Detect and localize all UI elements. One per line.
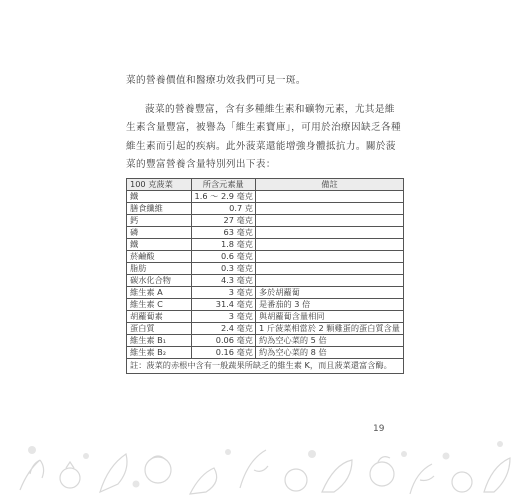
- nutrient-name: 鈣: [127, 215, 192, 227]
- nutrient-name: 維生素 A: [127, 287, 192, 299]
- table-footnote: 註：菠菜的赤根中含有一般蔬果所缺乏的維生素 K，而且菠菜還富含酶。: [127, 359, 404, 374]
- vegetable-doodle-border-icon: [0, 430, 520, 500]
- nutrient-amount: 0.16 毫克: [191, 347, 255, 359]
- nutrient-note: 是番茄的 3 倍: [255, 299, 403, 311]
- nutrient-note: 與胡蘿蔔含量相同: [255, 311, 403, 323]
- nutrient-amount: 1.6 ～ 2.9 毫克: [191, 191, 255, 203]
- nutrient-amount: 0.06 毫克: [191, 335, 255, 347]
- nutrient-name: 鐵: [127, 191, 192, 203]
- table-header-row: [127, 179, 404, 191]
- header-amount: 所含元素量: [191, 179, 255, 191]
- nutrient-note: [255, 215, 403, 227]
- nutrient-amount: 2.4 毫克: [191, 323, 255, 335]
- table-row: [127, 299, 404, 311]
- nutrient-note: [255, 263, 403, 275]
- nutrient-note: [255, 227, 403, 239]
- nutrient-name: 膳食纖維: [127, 203, 192, 215]
- header-item: 100 克菠菜: [127, 179, 192, 191]
- nutrition-paragraph: 菠菜的營養豐富，含有多種維生素和礦物元素，尤其是維生素含量豐富，被譽為「維生素寶庫」，可用於治療因缺乏各種維生素而引起的疾病。此外菠菜還能增強身體抵抗力。關於菠菜的豐富營養含量特別列出下表：: [126, 104, 402, 171]
- nutrient-name: 維生素 B₁: [127, 335, 192, 347]
- table-row: [127, 347, 404, 359]
- intro-line: 菜的營養價值和醫療功效我們可見一斑。: [126, 75, 306, 86]
- nutrient-amount: 31.4 毫克: [191, 299, 255, 311]
- table-row: [127, 275, 404, 287]
- nutrient-name: 磷: [127, 227, 192, 239]
- nutrient-name: 鐵: [127, 239, 192, 251]
- page-number: 19: [373, 424, 385, 434]
- nutrient-name: 菸鹼酸: [127, 251, 192, 263]
- nutrient-name: 脂肪: [127, 263, 192, 275]
- nutrient-amount: 3 毫克: [191, 287, 255, 299]
- table-row: [127, 263, 404, 275]
- table-row: [127, 323, 404, 335]
- table-row: [127, 227, 404, 239]
- nutrient-amount: 27 毫克: [191, 215, 255, 227]
- nutrient-amount: 63 毫克: [191, 227, 255, 239]
- table-row: [127, 191, 404, 203]
- nutrition-table: [126, 178, 404, 374]
- nutrient-name: 碳水化合物: [127, 275, 192, 287]
- header-note: 備註: [255, 179, 403, 191]
- nutrient-amount: 4.3 毫克: [191, 275, 255, 287]
- nutrient-amount: 0.7 克: [191, 203, 255, 215]
- footnote-row: [127, 359, 404, 374]
- nutrient-note: [255, 251, 403, 263]
- nutrient-note: 約為空心菜的 8 倍: [255, 347, 403, 359]
- nutrient-note: 多於胡蘿蔔: [255, 287, 403, 299]
- table-row: [127, 239, 404, 251]
- nutrient-amount: 0.6 毫克: [191, 251, 255, 263]
- nutrient-note: 約為空心菜的 5 倍: [255, 335, 403, 347]
- nutrient-note: 1 斤菠菜相當於 2 顆雞蛋的蛋白質含量: [255, 323, 403, 335]
- nutrient-note: [255, 203, 403, 215]
- nutrient-note: [255, 239, 403, 251]
- nutrient-name: 蛋白質: [127, 323, 192, 335]
- table-row: [127, 287, 404, 299]
- nutrient-name: 維生素 B₂: [127, 347, 192, 359]
- nutrient-note: [255, 191, 403, 203]
- table-row: [127, 335, 404, 347]
- table-row: [127, 251, 404, 263]
- nutrient-name: 胡蘿蔔素: [127, 311, 192, 323]
- nutrient-amount: 3 毫克: [191, 311, 255, 323]
- nutrient-amount: 0.3 毫克: [191, 263, 255, 275]
- nutrient-name: 維生素 C: [127, 299, 192, 311]
- table-row: [127, 311, 404, 323]
- nutrient-amount: 1.8 毫克: [191, 239, 255, 251]
- table-row: [127, 215, 404, 227]
- nutrient-note: [255, 275, 403, 287]
- table-row: [127, 203, 404, 215]
